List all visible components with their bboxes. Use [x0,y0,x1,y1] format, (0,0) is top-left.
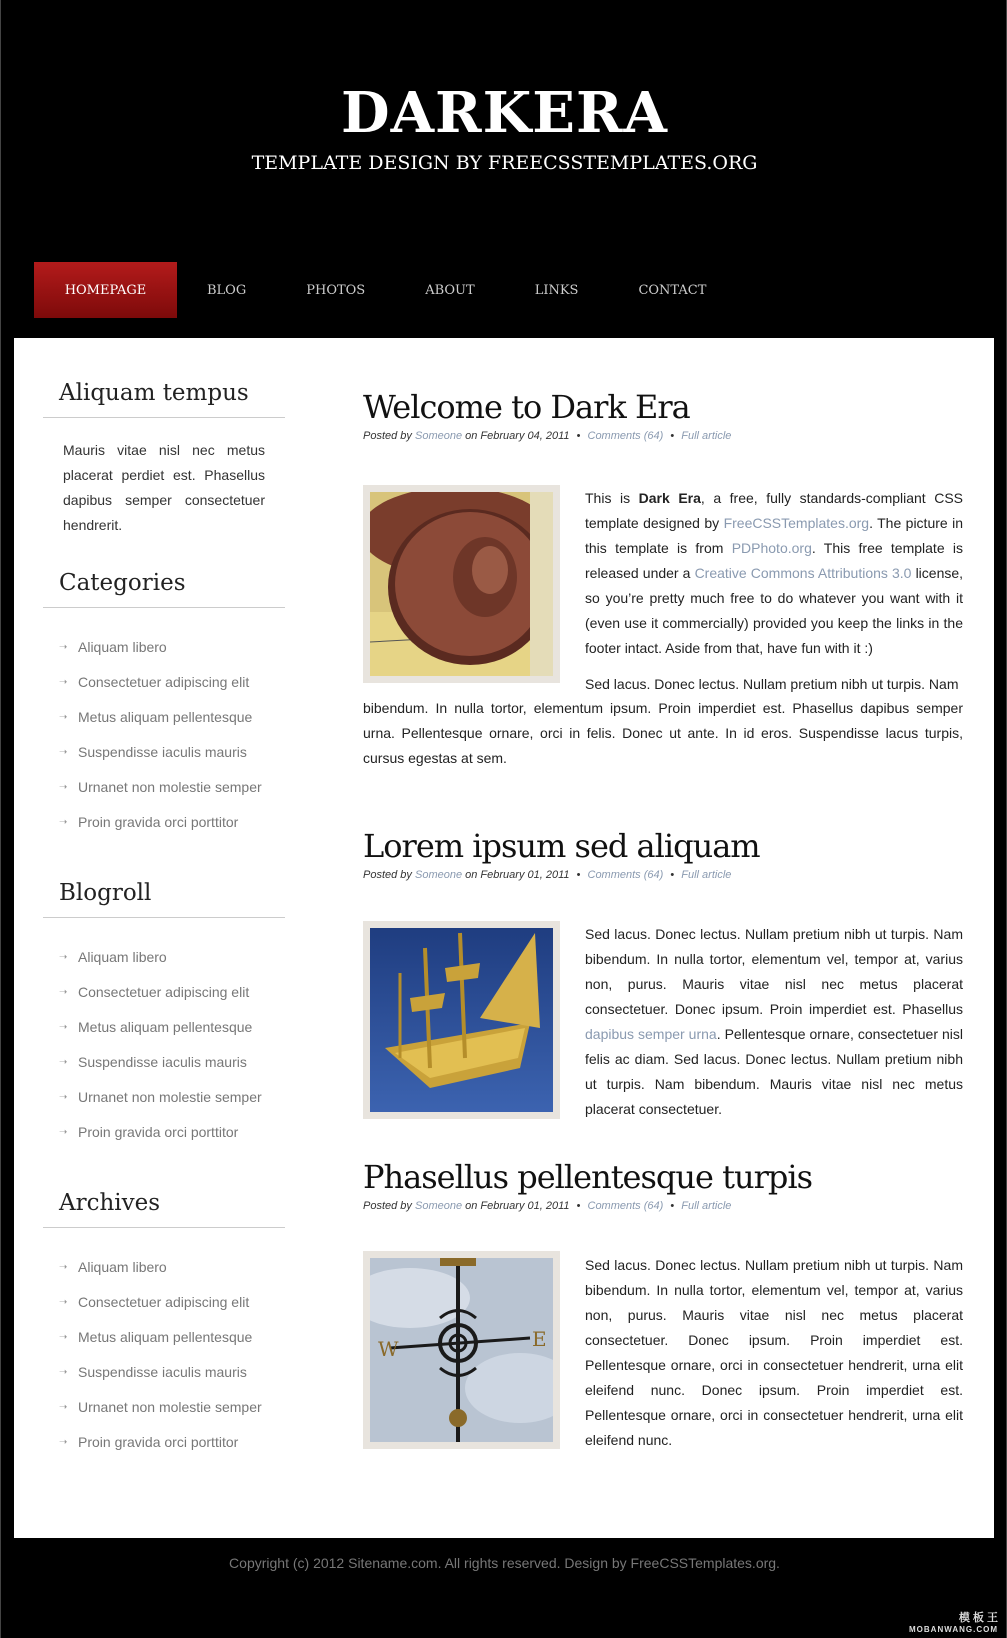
list-item [43,630,285,665]
category-link[interactable]: Urnanet non molestie semper [78,779,262,795]
meta-separator: • [670,869,675,881]
sidebar-blogroll [43,868,285,1150]
arrow-icon: ➝ [59,1262,68,1273]
sidebar-archives-title: Archives [43,1178,285,1228]
post-text: This is [585,490,631,506]
post-text: Sed lacus. Donec lectus. Nullam pretium nibh ut turpis. Nam [585,676,959,692]
list-item [43,1080,285,1115]
watermark-subtext: MOBANWANG.COM [909,1625,998,1634]
meta-full-article-link[interactable]: Full article [681,869,732,881]
post-text-bold: Dark Era [638,490,701,506]
category-link[interactable]: Proin gravida orci porttitor [78,814,239,830]
post-meta [363,430,963,442]
svg-text:W: W [378,1337,399,1361]
post-image-ship [363,921,560,1119]
meta-comments-link[interactable]: Comments (64) [587,1200,664,1212]
category-link[interactable]: Consectetuer adipiscing elit [78,674,250,690]
sidebar-about-text: Mauris vitae nisl nec metus placerat perdiet est. Phasellus dapibus semper consectetuer hendrerit. [63,442,265,533]
post-paragraph [585,672,963,697]
post-title[interactable]: Lorem ipsum sed aliquam [363,827,760,865]
post-text: . Pellentesque ornare, consectetuer nisl felis ac diam. Sed lacus. Donec lectus. Nullam pretium nibh ut turpis. Nam bibendum. Mauris vitae nisl nec metus placerat consectetuer. [585,1026,963,1117]
site-footer [1,1555,1007,1571]
copyright-text: Copyright (c) 2012 Sitename.com. All rights reserved. Design by FreeCSSTemplates.org. [229,1555,780,1571]
sidebar-about-title: Aliquam tempus [43,368,285,418]
blogroll-link[interactable]: Urnanet non molestie semper [78,1089,262,1105]
menu-item-blog[interactable]: BLOG [207,282,247,298]
arrow-icon: ➝ [59,1437,68,1448]
meta-posted-by: Posted by [363,1200,412,1212]
blogroll-link[interactable]: Metus aliquam pellentesque [78,1019,253,1035]
post-image-weathervane [363,1251,560,1449]
creative-commons-link[interactable]: Creative Commons Attributions 3.0 [694,565,912,581]
coin-image [370,492,553,676]
list-item [43,1425,285,1460]
meta-separator: • [670,1200,675,1212]
meta-comments-link[interactable]: Comments (64) [587,869,664,881]
list-item [43,770,285,805]
site-tagline: TEMPLATE DESIGN BY FREECSSTEMPLATES.ORG [251,152,758,174]
post-title[interactable]: Phasellus pellentesque turpis [363,1158,813,1196]
blogroll-link[interactable]: Aliquam libero [78,949,167,965]
arrow-icon: ➝ [59,952,68,963]
pdphoto-link[interactable]: PDPhoto.org [731,540,812,556]
meta-separator: • [670,430,675,442]
ship-image [370,928,553,1112]
watermark-text: 模 板 王 [958,1612,998,1624]
post-lorem [363,825,963,1117]
sidebar-categories [43,558,285,840]
arrow-icon: ➝ [59,817,68,828]
meta-posted-by: Posted by [363,430,412,442]
meta-author-link[interactable]: Someone [414,1200,463,1212]
freecsstemplates-link[interactable]: FreeCSSTemplates.org [723,515,870,531]
list-item [43,735,285,770]
list-item [43,1115,285,1150]
archive-link[interactable]: Proin gravida orci porttitor [78,1434,239,1450]
archive-link[interactable]: Aliquam libero [78,1259,167,1275]
post-text: license, so you’re pretty much free to do whatever you want with it (even use it commercially) provided you keep the links in the footer intact. Aside from that, have fun with it :) [585,565,964,656]
post-paragraph [585,486,963,661]
post-welcome [363,386,964,766]
meta-full-article-link[interactable]: Full article [681,430,732,442]
list-item [43,1045,285,1080]
arrow-icon: ➝ [59,1057,68,1068]
list-item [43,940,285,975]
post-title[interactable]: Welcome to Dark Era [363,388,690,426]
archives-list [43,1228,285,1460]
dapibus-link[interactable]: dapibus semper urna [585,1026,717,1042]
meta-date: on February 04, 2011 [465,430,570,442]
list-item [43,1285,285,1320]
post-meta [363,869,963,881]
post-text: . This free template is released under a [585,540,963,581]
post-text: Sed lacus. Donec lectus. Nullam pretium nibh ut turpis. Nam bibendum. In nulla tortor, elementum vel, tempor at, varius non, purus. Mauris vitae nisl nec metus placerat consectetuer. Donec ipsum. Proin imperdiet est. Pellentesque ornare, orci in consectetuer hendrerit, urna elit eleifend nunc. Donec ipsum. Proin imperdiet est. Pellentesque ornare, orci in consectetuer hendrerit, urna elit eleifend nunc. [585,1257,963,1448]
blogroll-link[interactable]: Proin gravida orci porttitor [78,1124,239,1140]
post-text: . The picture in this template is from [585,515,963,556]
arrow-icon: ➝ [59,1402,68,1413]
post-paragraph [363,696,963,771]
meta-author-link[interactable]: Someone [414,430,463,442]
list-item [43,1390,285,1425]
post-meta [363,1200,963,1212]
blogroll-list [43,918,285,1150]
svg-text:E: E [532,1327,547,1351]
post-paragraph [585,1253,963,1453]
archive-link[interactable]: Urnanet non molestie semper [78,1399,262,1415]
archive-link[interactable]: Consectetuer adipiscing elit [78,1294,250,1310]
sidebar-about [43,368,285,538]
arrow-icon: ➝ [59,1092,68,1103]
meta-posted-by: Posted by [363,869,412,881]
category-link[interactable]: Suspendisse iaculis mauris [78,744,247,760]
arrow-icon: ➝ [59,1297,68,1308]
menu-item-homepage[interactable]: HOMEPAGE [34,262,177,318]
category-link[interactable]: Metus aliquam pellentesque [78,709,253,725]
menu-item-contact[interactable]: CONTACT [638,282,707,298]
list-item [43,665,285,700]
weathervane-image [370,1258,553,1442]
site-header [1,0,1007,250]
arrow-icon: ➝ [59,1332,68,1343]
archive-link[interactable]: Suspendisse iaculis mauris [78,1364,247,1380]
post-text: , a free, fully standards-compliant CSS template designed by [585,490,964,531]
blogroll-link[interactable]: Consectetuer adipiscing elit [78,984,250,1000]
meta-full-article-link[interactable]: Full article [681,1200,732,1212]
arrow-icon: ➝ [59,642,68,653]
list-item [43,700,285,735]
meta-comments-link[interactable]: Comments (64) [587,430,664,442]
menu-item-links[interactable]: LINKS [534,282,579,298]
meta-date: on February 01, 2011 [465,869,570,881]
meta-author-link[interactable]: Someone [414,869,463,881]
post-text: bibendum. In nulla tortor, elementum ipsum. Proin imperdiet est. Phasellus dapibus semper urna. Pellentesque ornare, orci in felis. Donec ut ante. In id eros. Suspendisse lacus turpis, cursus egestas at sem. [363,700,963,766]
archive-link[interactable]: Metus aliquam pellentesque [78,1329,253,1345]
arrow-icon: ➝ [59,1367,68,1378]
list-item [43,975,285,1010]
menu-item-about[interactable]: ABOUT [425,282,475,298]
post-phasellus [363,1156,963,1448]
main-menu [34,262,736,318]
meta-separator: • [576,1200,581,1212]
site-title[interactable]: DARKERA [341,80,668,146]
list-item [43,1010,285,1045]
watermark-logo [909,1609,998,1634]
menu-item-photos[interactable]: PHOTOS [306,282,366,298]
post-text: Sed lacus. Donec lectus. Nullam pretium nibh ut turpis. Nam bibendum. In nulla tortor, elementum vel, tempor at, varius non, purus. Mauris vitae nisl nec metus placerat consectetuer. Donec ipsum. Proin imperdiet est. Phasellus [585,926,963,1017]
category-link[interactable]: Aliquam libero [78,639,167,655]
arrow-icon: ➝ [59,1022,68,1033]
list-item [43,1355,285,1390]
categories-list [43,608,285,840]
meta-separator: • [576,869,581,881]
page-body [14,338,994,1538]
arrow-icon: ➝ [59,747,68,758]
arrow-icon: ➝ [59,987,68,998]
arrow-icon: ➝ [59,712,68,723]
arrow-icon: ➝ [59,677,68,688]
sidebar-blogroll-title: Blogroll [43,868,285,918]
arrow-icon: ➝ [59,782,68,793]
sidebar-categories-title: Categories [43,558,285,608]
meta-separator: • [576,430,581,442]
meta-date: on February 01, 2011 [465,1200,570,1212]
list-item [43,1320,285,1355]
list-item [43,805,285,840]
blogroll-link[interactable]: Suspendisse iaculis mauris [78,1054,247,1070]
arrow-icon: ➝ [59,1127,68,1138]
post-paragraph [585,922,963,1122]
sidebar-archives [43,1178,285,1460]
post-image-coin [363,485,560,683]
list-item [43,1250,285,1285]
